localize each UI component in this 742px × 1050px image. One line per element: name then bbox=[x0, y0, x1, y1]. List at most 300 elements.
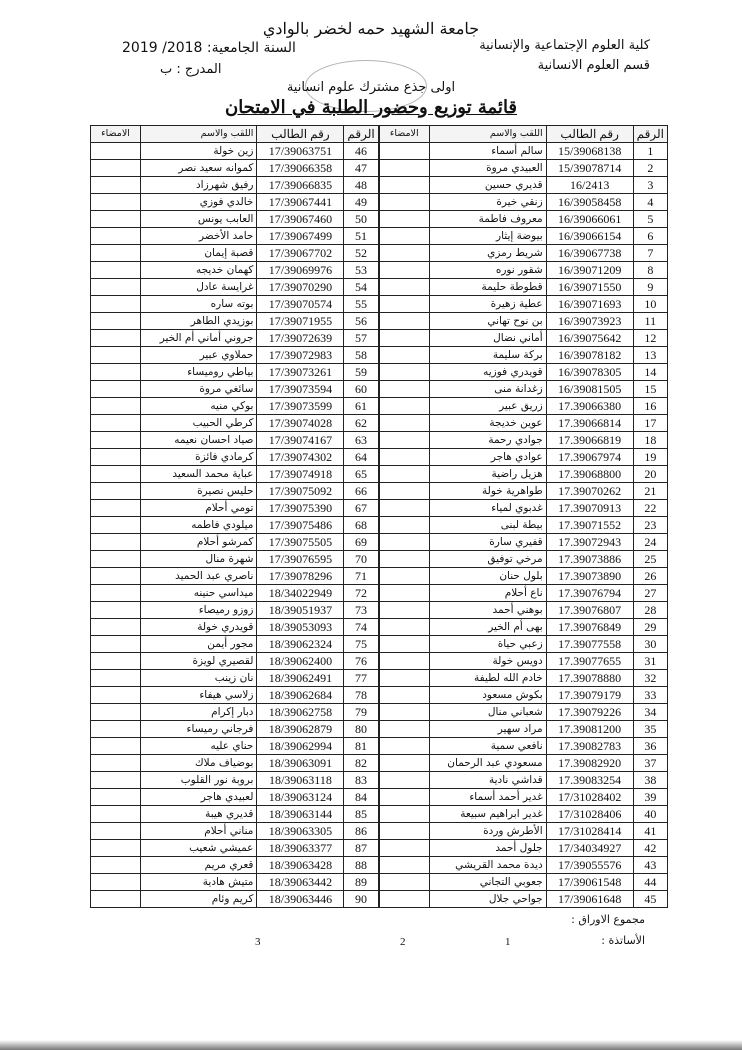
student-name: بكوش مسعود bbox=[429, 687, 546, 704]
student-name: كموانه سعيد نصر bbox=[141, 160, 257, 177]
student-name: زريق عبير bbox=[429, 398, 546, 415]
student-id: 17/39070290 bbox=[257, 279, 344, 296]
student-name: عطية زهيرة bbox=[429, 296, 546, 313]
signature-cell bbox=[379, 194, 430, 211]
row-number: 47 bbox=[344, 160, 379, 177]
row-number: 77 bbox=[344, 670, 379, 687]
row-number: 79 bbox=[344, 704, 379, 721]
student-id: 17/39067499 bbox=[257, 228, 344, 245]
row-number: 22 bbox=[633, 500, 667, 517]
student-name: رفيق شهرزاد bbox=[141, 177, 257, 194]
student-name: جروني أماني أم الخير bbox=[141, 330, 257, 347]
row-number: 69 bbox=[344, 534, 379, 551]
signature-cell bbox=[91, 772, 141, 789]
student-name: شهرة منال bbox=[141, 551, 257, 568]
student-name: دبار إكرام bbox=[141, 704, 257, 721]
student-id: 17/39066835 bbox=[257, 177, 344, 194]
table-row bbox=[91, 143, 668, 160]
signature-cell bbox=[379, 517, 430, 534]
row-number: 12 bbox=[633, 330, 667, 347]
signature-cell bbox=[91, 364, 141, 381]
signature-cell bbox=[379, 449, 430, 466]
student-name: ديدة محمد القريشي bbox=[429, 857, 546, 874]
row-number: 67 bbox=[344, 500, 379, 517]
signature-cell bbox=[91, 143, 141, 160]
student-id: 17/39066358 bbox=[257, 160, 344, 177]
signature-cell bbox=[379, 687, 430, 704]
signature-cell bbox=[379, 840, 430, 857]
row-number: 52 bbox=[344, 245, 379, 262]
signature-cell bbox=[91, 347, 141, 364]
student-id: 17.39067974 bbox=[546, 449, 633, 466]
student-name: حليس نصيرة bbox=[141, 483, 257, 500]
student-name: كهمان خديجه bbox=[141, 262, 257, 279]
student-id: 17/39074167 bbox=[257, 432, 344, 449]
table-row bbox=[91, 364, 668, 381]
student-name: مسعودي عبد الرحمان bbox=[429, 755, 546, 772]
student-id: 16/39081505 bbox=[546, 381, 633, 398]
student-name: معروف فاطمة bbox=[429, 211, 546, 228]
table-row bbox=[91, 483, 668, 500]
signature-cell bbox=[379, 228, 430, 245]
table-row bbox=[91, 262, 668, 279]
table-row bbox=[91, 177, 668, 194]
student-name: دويس خولة bbox=[429, 653, 546, 670]
student-name: بوزيدي الطاهر bbox=[141, 313, 257, 330]
signature-cell bbox=[91, 381, 141, 398]
document-header bbox=[0, 0, 742, 125]
row-number: 1 bbox=[633, 143, 667, 160]
row-number: 24 bbox=[633, 534, 667, 551]
table-row bbox=[91, 194, 668, 211]
student-id: 16/39078305 bbox=[546, 364, 633, 381]
signature-cell bbox=[91, 228, 141, 245]
student-name: سالم أسماء bbox=[429, 143, 546, 160]
signature-cell bbox=[379, 772, 430, 789]
student-name: شريط رمزي bbox=[429, 245, 546, 262]
table-row bbox=[91, 500, 668, 517]
row-number: 68 bbox=[344, 517, 379, 534]
signature-cell bbox=[91, 670, 141, 687]
signature-cell bbox=[91, 398, 141, 415]
student-id: 18/39063144 bbox=[257, 806, 344, 823]
student-id: 18/39053093 bbox=[257, 619, 344, 636]
table-row bbox=[91, 874, 668, 891]
program-subtitle: اولى جذع مشترك علوم انسانية bbox=[286, 80, 456, 95]
student-id: 16/39071550 bbox=[546, 279, 633, 296]
student-name: صياد احسان نعيمه bbox=[141, 432, 257, 449]
row-number: 33 bbox=[633, 687, 667, 704]
student-id: 17.39082920 bbox=[546, 755, 633, 772]
student-id: 17.39077655 bbox=[546, 653, 633, 670]
total-papers-label: مجموع الاوراق : bbox=[571, 913, 645, 926]
table-row bbox=[91, 619, 668, 636]
student-name: شقور نوره bbox=[429, 262, 546, 279]
row-number: 60 bbox=[344, 381, 379, 398]
signature-cell bbox=[91, 551, 141, 568]
table-row bbox=[91, 636, 668, 653]
signature-cell bbox=[91, 245, 141, 262]
row-number: 18 bbox=[633, 432, 667, 449]
row-number: 65 bbox=[344, 466, 379, 483]
signature-cell bbox=[91, 619, 141, 636]
student-name: زلاسي هيفاء bbox=[141, 687, 257, 704]
student-id: 17/39075486 bbox=[257, 517, 344, 534]
student-name: غدبوي لمياء bbox=[429, 500, 546, 517]
signature-cell bbox=[379, 415, 430, 432]
row-number: 70 bbox=[344, 551, 379, 568]
row-number: 20 bbox=[633, 466, 667, 483]
signature-cell bbox=[379, 636, 430, 653]
signature-cell bbox=[379, 160, 430, 177]
student-id: 17.39083254 bbox=[546, 772, 633, 789]
table-row bbox=[91, 823, 668, 840]
student-id: 17.39073886 bbox=[546, 551, 633, 568]
student-id: 17/39073594 bbox=[257, 381, 344, 398]
signature-cell bbox=[91, 483, 141, 500]
col-header-number-1: الرقم bbox=[633, 126, 667, 143]
student-name: كرمادي فائزة bbox=[141, 449, 257, 466]
row-number: 87 bbox=[344, 840, 379, 857]
signature-cell bbox=[91, 517, 141, 534]
signature-cell bbox=[91, 330, 141, 347]
student-id: 17/39075390 bbox=[257, 500, 344, 517]
signature-cell bbox=[91, 313, 141, 330]
attendance-table bbox=[90, 125, 668, 908]
student-name: مناني أحلام bbox=[141, 823, 257, 840]
signature-cell bbox=[379, 347, 430, 364]
signature-cell bbox=[91, 823, 141, 840]
student-name: فرجاني رميساء bbox=[141, 721, 257, 738]
table-row bbox=[91, 670, 668, 687]
student-id: 17/39075505 bbox=[257, 534, 344, 551]
signature-cell bbox=[379, 721, 430, 738]
row-number: 48 bbox=[344, 177, 379, 194]
student-id: 18/39051937 bbox=[257, 602, 344, 619]
student-name: زين خولة bbox=[141, 143, 257, 160]
student-id: 17/39078296 bbox=[257, 568, 344, 585]
signer-number-3: 3 bbox=[255, 936, 261, 948]
student-name: الأطرش وردة bbox=[429, 823, 546, 840]
student-id: 17/39067702 bbox=[257, 245, 344, 262]
table-row bbox=[91, 772, 668, 789]
signature-cell bbox=[379, 704, 430, 721]
student-id: 17/39074302 bbox=[257, 449, 344, 466]
row-number: 75 bbox=[344, 636, 379, 653]
signer-number-2: 2 bbox=[400, 936, 406, 948]
student-id: 17.39079226 bbox=[546, 704, 633, 721]
student-id: 17/39063751 bbox=[257, 143, 344, 160]
student-name: نان زينب bbox=[141, 670, 257, 687]
col-header-name-1: اللقب والاسم bbox=[429, 126, 546, 143]
student-id: 16/39058458 bbox=[546, 194, 633, 211]
student-name: بيوضة إيثار bbox=[429, 228, 546, 245]
student-id: 16/39078182 bbox=[546, 347, 633, 364]
student-name: قطوطة حليمة bbox=[429, 279, 546, 296]
student-name: هزيل راضية bbox=[429, 466, 546, 483]
row-number: 28 bbox=[633, 602, 667, 619]
row-number: 19 bbox=[633, 449, 667, 466]
row-number: 9 bbox=[633, 279, 667, 296]
university-name: جامعة الشهيد حمه لخضر بالوادي bbox=[262, 19, 480, 38]
student-id: 18/39062324 bbox=[257, 636, 344, 653]
student-id: 18/39062879 bbox=[257, 721, 344, 738]
student-name: لقصيري لويزة bbox=[141, 653, 257, 670]
student-id: 17/39076595 bbox=[257, 551, 344, 568]
signature-cell bbox=[379, 262, 430, 279]
signature-cell bbox=[91, 500, 141, 517]
student-name: بوكي منيه bbox=[141, 398, 257, 415]
signature-cell bbox=[379, 653, 430, 670]
student-id: 17/39074028 bbox=[257, 415, 344, 432]
student-name: قويدري فوزيه bbox=[429, 364, 546, 381]
row-number: 43 bbox=[633, 857, 667, 874]
table-row bbox=[91, 602, 668, 619]
student-id: 17/39069976 bbox=[257, 262, 344, 279]
row-number: 49 bbox=[344, 194, 379, 211]
signature-cell bbox=[91, 568, 141, 585]
signature-cell bbox=[91, 466, 141, 483]
table-row bbox=[91, 211, 668, 228]
student-name: غدير ابراهيم سبيعة bbox=[429, 806, 546, 823]
row-number: 72 bbox=[344, 585, 379, 602]
row-number: 31 bbox=[633, 653, 667, 670]
row-number: 85 bbox=[344, 806, 379, 823]
row-number: 29 bbox=[633, 619, 667, 636]
student-name: مراد سهير bbox=[429, 721, 546, 738]
signature-cell bbox=[379, 177, 430, 194]
row-number: 15 bbox=[633, 381, 667, 398]
student-name: بركة سليمة bbox=[429, 347, 546, 364]
student-name: قويدري خولة bbox=[141, 619, 257, 636]
student-name: مرخي توفيق bbox=[429, 551, 546, 568]
student-id: 18/34022949 bbox=[257, 585, 344, 602]
row-number: 74 bbox=[344, 619, 379, 636]
row-number: 17 bbox=[633, 415, 667, 432]
student-name: حناي عليه bbox=[141, 738, 257, 755]
student-id: 16/39075642 bbox=[546, 330, 633, 347]
student-id: 17.39079179 bbox=[546, 687, 633, 704]
table-row bbox=[91, 279, 668, 296]
academic-year: السنة الجامعية: 2018/ 2019 bbox=[122, 40, 296, 56]
student-id: 17/39073261 bbox=[257, 364, 344, 381]
row-number: 59 bbox=[344, 364, 379, 381]
student-id: 17.39070262 bbox=[546, 483, 633, 500]
student-id: 18/39063377 bbox=[257, 840, 344, 857]
table-row bbox=[91, 330, 668, 347]
row-number: 2 bbox=[633, 160, 667, 177]
student-id: 17.39073890 bbox=[546, 568, 633, 585]
row-number: 78 bbox=[344, 687, 379, 704]
signature-cell bbox=[379, 211, 430, 228]
student-id: 16/39066061 bbox=[546, 211, 633, 228]
student-name: قداشي نادية bbox=[429, 772, 546, 789]
student-name: عباية محمد السعيد bbox=[141, 466, 257, 483]
student-name: سائغي مروة bbox=[141, 381, 257, 398]
student-name: ناصري عبد الحميد bbox=[141, 568, 257, 585]
student-id: 17.39066814 bbox=[546, 415, 633, 432]
signature-cell bbox=[91, 194, 141, 211]
row-number: 11 bbox=[633, 313, 667, 330]
row-number: 7 bbox=[633, 245, 667, 262]
signature-cell bbox=[91, 602, 141, 619]
signature-cell bbox=[91, 585, 141, 602]
signature-cell bbox=[91, 840, 141, 857]
student-name: بروبة نور القلوب bbox=[141, 772, 257, 789]
student-id: 18/39062758 bbox=[257, 704, 344, 721]
student-id: 17.39066380 bbox=[546, 398, 633, 415]
student-id: 17/39067460 bbox=[257, 211, 344, 228]
signature-cell bbox=[379, 143, 430, 160]
student-id: 17/31028402 bbox=[546, 789, 633, 806]
col-header-signature-2: الامضاء bbox=[91, 126, 141, 143]
student-name: كمرشو أحلام bbox=[141, 534, 257, 551]
student-name: العبيدي مروة bbox=[429, 160, 546, 177]
student-name: عوين خديجة bbox=[429, 415, 546, 432]
student-id: 17/31028406 bbox=[546, 806, 633, 823]
row-number: 25 bbox=[633, 551, 667, 568]
table-header-row bbox=[91, 126, 668, 143]
student-name: كرطي الحبيب bbox=[141, 415, 257, 432]
table-row bbox=[91, 755, 668, 772]
signature-cell bbox=[91, 177, 141, 194]
student-id: 17.39076849 bbox=[546, 619, 633, 636]
row-number: 63 bbox=[344, 432, 379, 449]
student-name: تومي أحلام bbox=[141, 500, 257, 517]
student-id: 17.39082783 bbox=[546, 738, 633, 755]
student-id: 18/39063428 bbox=[257, 857, 344, 874]
student-name: أماني نضال bbox=[429, 330, 546, 347]
col-header-signature-1: الامضاء bbox=[379, 126, 430, 143]
student-name: بن نوح تهاني bbox=[429, 313, 546, 330]
table-row bbox=[91, 534, 668, 551]
row-number: 13 bbox=[633, 347, 667, 364]
student-id: 17/31028414 bbox=[546, 823, 633, 840]
student-name: زعبي حياة bbox=[429, 636, 546, 653]
signature-cell bbox=[91, 636, 141, 653]
table-row bbox=[91, 704, 668, 721]
signature-cell bbox=[91, 432, 141, 449]
student-name: قديري حسين bbox=[429, 177, 546, 194]
student-id: 18/39063442 bbox=[257, 874, 344, 891]
table-row bbox=[91, 585, 668, 602]
student-name: قديري هيبة bbox=[141, 806, 257, 823]
table-row bbox=[91, 245, 668, 262]
row-number: 30 bbox=[633, 636, 667, 653]
row-number: 39 bbox=[633, 789, 667, 806]
student-name: بوهني أحمد bbox=[429, 602, 546, 619]
student-id: 18/39063446 bbox=[257, 891, 344, 908]
student-id: 18/39062994 bbox=[257, 738, 344, 755]
signature-cell bbox=[91, 789, 141, 806]
row-number: 46 bbox=[344, 143, 379, 160]
signature-cell bbox=[379, 755, 430, 772]
row-number: 51 bbox=[344, 228, 379, 245]
student-name: قفيري سارة bbox=[429, 534, 546, 551]
col-header-number-2: الرقم bbox=[344, 126, 379, 143]
signature-cell bbox=[379, 619, 430, 636]
row-number: 27 bbox=[633, 585, 667, 602]
student-id: 18/39062491 bbox=[257, 670, 344, 687]
row-number: 26 bbox=[633, 568, 667, 585]
signature-cell bbox=[379, 891, 430, 908]
row-number: 66 bbox=[344, 483, 379, 500]
signature-cell bbox=[91, 874, 141, 891]
signature-cell bbox=[379, 789, 430, 806]
table-row bbox=[91, 381, 668, 398]
student-name: بلول حنان bbox=[429, 568, 546, 585]
student-id: 17/39075092 bbox=[257, 483, 344, 500]
student-name: قعري مريم bbox=[141, 857, 257, 874]
student-id: 16/39071209 bbox=[546, 262, 633, 279]
student-id: 17/39061548 bbox=[546, 874, 633, 891]
student-id: 17/39072983 bbox=[257, 347, 344, 364]
professors-label: الأساتذة : bbox=[601, 934, 645, 947]
student-id: 17/39071955 bbox=[257, 313, 344, 330]
student-name: زنقي خيرة bbox=[429, 194, 546, 211]
signature-cell bbox=[379, 806, 430, 823]
row-number: 50 bbox=[344, 211, 379, 228]
table-body bbox=[91, 143, 668, 908]
student-name: عوادي هاجر bbox=[429, 449, 546, 466]
signature-cell bbox=[379, 500, 430, 517]
signature-cell bbox=[379, 296, 430, 313]
signature-cell bbox=[379, 823, 430, 840]
row-number: 3 bbox=[633, 177, 667, 194]
student-id: 17/39067441 bbox=[257, 194, 344, 211]
signature-cell bbox=[379, 432, 430, 449]
signature-cell bbox=[91, 857, 141, 874]
signature-cell bbox=[379, 551, 430, 568]
row-number: 5 bbox=[633, 211, 667, 228]
table-row bbox=[91, 687, 668, 704]
row-number: 64 bbox=[344, 449, 379, 466]
student-name: طواهرية خولة bbox=[429, 483, 546, 500]
row-number: 76 bbox=[344, 653, 379, 670]
signature-cell bbox=[379, 585, 430, 602]
row-number: 56 bbox=[344, 313, 379, 330]
student-id: 16/2413 bbox=[546, 177, 633, 194]
signature-cell bbox=[91, 262, 141, 279]
row-number: 37 bbox=[633, 755, 667, 772]
student-id: 16/39073923 bbox=[546, 313, 633, 330]
student-name: ناع أحلام bbox=[429, 585, 546, 602]
table-row bbox=[91, 466, 668, 483]
student-id: 18/39062684 bbox=[257, 687, 344, 704]
row-number: 86 bbox=[344, 823, 379, 840]
row-number: 45 bbox=[633, 891, 667, 908]
row-number: 8 bbox=[633, 262, 667, 279]
student-name: زغدانة منى bbox=[429, 381, 546, 398]
table-row bbox=[91, 517, 668, 534]
student-name: بيطة لبنى bbox=[429, 517, 546, 534]
signature-cell bbox=[379, 330, 430, 347]
signature-cell bbox=[379, 245, 430, 262]
row-number: 82 bbox=[344, 755, 379, 772]
row-number: 84 bbox=[344, 789, 379, 806]
signature-cell bbox=[91, 721, 141, 738]
signature-cell bbox=[379, 602, 430, 619]
student-id: 17.39081200 bbox=[546, 721, 633, 738]
page-title: قائمة توزيع وحضور الطلبة في الامتحان bbox=[224, 97, 518, 118]
student-id: 18/39063305 bbox=[257, 823, 344, 840]
table-row bbox=[91, 738, 668, 755]
student-name: مجور أيمن bbox=[141, 636, 257, 653]
student-id: 17/39074918 bbox=[257, 466, 344, 483]
row-number: 35 bbox=[633, 721, 667, 738]
table-row bbox=[91, 313, 668, 330]
signature-cell bbox=[91, 738, 141, 755]
